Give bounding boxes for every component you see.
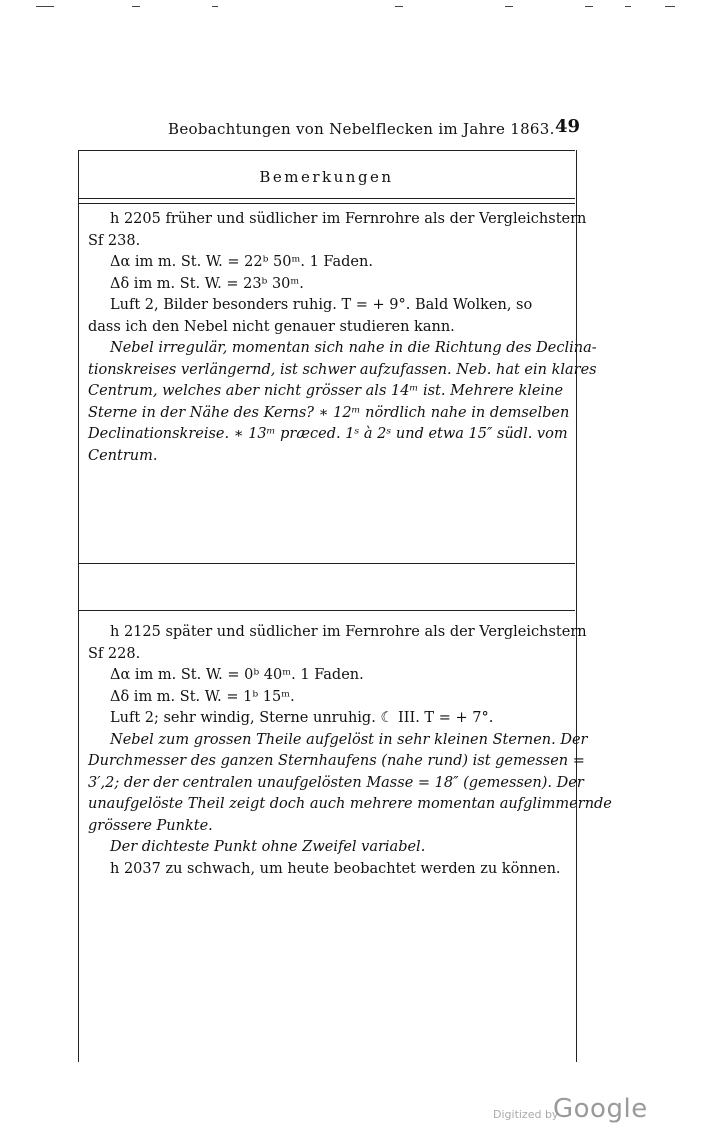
watermark-prefix: Digitized by: [493, 1108, 559, 1121]
entry-line: Centrum.: [88, 447, 158, 464]
entry-line: Declinationskreise. ∗ 13ᵐ præced. 1ˢ à 2ˢ und etwa 15″ südl. vom: [88, 426, 568, 442]
entry-line: Luft 2; sehr windig, Sterne unruhig. ☾ III. T = + 7°.: [110, 710, 494, 726]
entry-line: Sterne in der Nähe des Kerns? ∗ 12ᵐ nördlich nahe in demselben: [88, 404, 570, 421]
page-header: [150, 112, 580, 142]
table-top-rule: [78, 150, 575, 151]
entry-line: 3′,2; der der centralen unaufgelösten Masse = 18″ (gemessen). Der: [88, 774, 584, 791]
entry-line: dass ich den Nebel nicht genauer studieren kann.: [88, 318, 455, 335]
entry-h2125: [88, 622, 612, 880]
page-number: 49: [554, 116, 580, 137]
entry-line: Centrum, welches aber nicht grösser als 14ᵐ ist. Mehrere kleine: [88, 383, 564, 399]
entry-line: Δδ im m. St. W. = 1ᵇ 15ᵐ.: [110, 688, 295, 705]
entry-line: tionskreises verlängernd, ist schwer aufzufassen. Neb. hat ein klares: [88, 361, 597, 378]
entry-line: unaufgelöste Theil zeigt doch auch mehrere momentan aufglimmernde: [88, 796, 612, 812]
column-heading: Bemerkungen: [259, 168, 394, 186]
entry-line: Nebel zum grossen Theile aufgelöst in sehr kleinen Sternen. Der: [110, 731, 588, 748]
running-title: Beobachtungen von Nebelflecken im Jahre 1863.: [168, 120, 555, 138]
entry-line: h 2205 früher und südlicher im Fernrohre als der Vergleichstern: [110, 211, 587, 227]
entry-line: Δα im m. St. W. = 22ᵇ 50ᵐ. 1 Faden.: [110, 254, 373, 270]
scan-edge-marks: [0, 0, 722, 14]
entry-line: Luft 2, Bilder besonders ruhig. T = + 9°. Bald Wolken, so: [110, 297, 533, 313]
separator-rule-2: [78, 610, 575, 611]
google-watermark: [493, 1094, 653, 1128]
entry-line: Sf 228.: [88, 645, 141, 662]
entry-line: h 2037 zu schwach, um heute beobachtet werden zu können.: [110, 860, 561, 877]
heading-rule-2: [78, 203, 575, 204]
entry-h2205: [88, 209, 597, 467]
entry-line: Der dichteste Punkt ohne Zweifel variabel.: [110, 839, 426, 855]
entry-line: Δδ im m. St. W. = 23ᵇ 30ᵐ.: [110, 275, 304, 292]
google-logo: Google: [553, 1094, 648, 1124]
heading-rule-1: [78, 198, 575, 199]
entry-line: grössere Punkte.: [88, 817, 213, 834]
entry-line: Sf 238.: [88, 232, 141, 249]
entry-line: Nebel irregulär, momentan sich nahe in die Richtung des Declina-: [110, 340, 597, 356]
entry-line: h 2125 später und südlicher im Fernrohre als der Vergleichstern: [110, 624, 587, 640]
separator-rule-1: [78, 563, 575, 564]
entry-line: Durchmesser des ganzen Sternhaufens (nahe rund) ist gemessen =: [88, 753, 585, 769]
entry-line: Δα im m. St. W. = 0ᵇ 40ᵐ. 1 Faden.: [110, 667, 364, 683]
